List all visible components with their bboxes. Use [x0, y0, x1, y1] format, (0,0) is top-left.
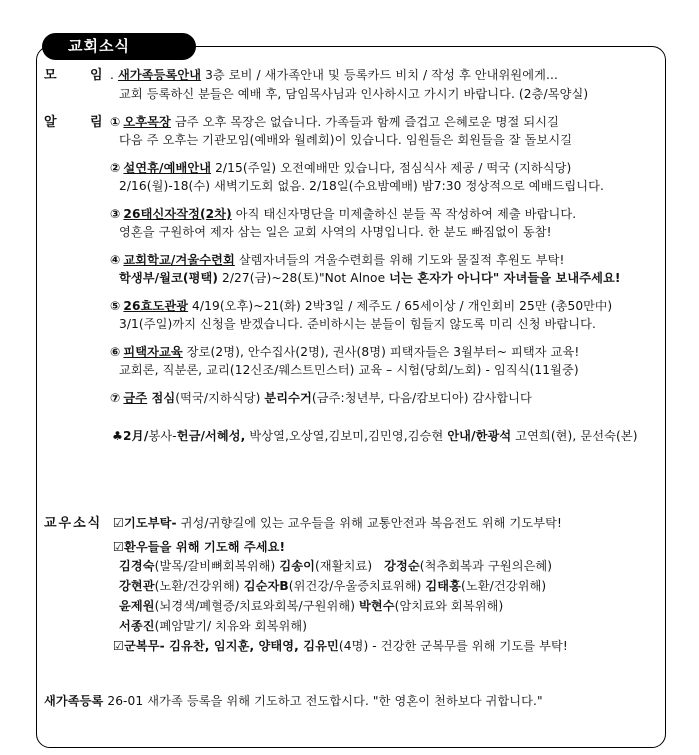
- person-note: (뇌경색/폐혈증/치료와회복/구원위해): [154, 599, 360, 613]
- notice-item-5-line-2: 3/1(주일)까지 신청을 받겠습니다. 준비하시는 분들이 힘들지 않도록 미리 신청 바랍니다.: [119, 317, 597, 331]
- duty-month: 2月/: [123, 429, 149, 443]
- gathering-label-b: 임: [90, 68, 103, 83]
- person-name: 박현수: [359, 599, 395, 613]
- notice-item-3: [110, 206, 576, 223]
- bold-text: 너는 혼자가 아니다" 자녀들을 보내주세요!: [389, 271, 621, 285]
- notice-item-5: [110, 298, 612, 315]
- item-number: ②: [110, 161, 121, 175]
- duty-text: 봉사-: [148, 429, 177, 443]
- item-title: 26효도관광: [123, 299, 189, 313]
- person-note: (노환/건강위해): [154, 579, 244, 593]
- bold-text: 점심: [147, 391, 176, 405]
- person-note: (척추회복과 구원의은혜): [419, 559, 553, 573]
- person-note: (암치료와 회복위해): [394, 599, 504, 613]
- person-name: 김태홍: [425, 579, 462, 593]
- members-label: 교우소식: [44, 516, 103, 531]
- newfamily-label: 새가족등록: [44, 694, 104, 708]
- notice-item-2: [110, 160, 571, 177]
- person-name: 김경숙: [119, 559, 155, 573]
- person-note: (재활치료): [315, 559, 385, 573]
- item-text: 살렘자녀들의 겨울수련회를 위해 기도와 물질적 후원도 부탁!: [234, 253, 565, 267]
- sick-title: [113, 539, 285, 556]
- section-title-tab: 교회소식: [42, 33, 196, 60]
- item-number: ⑦: [110, 391, 121, 405]
- item-title: 피택자교육: [123, 345, 183, 359]
- item-number: ③: [110, 207, 121, 221]
- sick-title-text: 환우들을 위해 기도해 주세요!: [124, 540, 286, 554]
- duty-offering: 헌금/서혜성,: [176, 429, 246, 443]
- gathering-line-2: 교회 등록하신 분들은 예배 후, 담임목사님과 인사하시고 가시기 바랍니다. (2층/목양실): [119, 87, 589, 101]
- person-name: 강정순: [384, 559, 420, 573]
- duty-text: 고연희(현), 문선숙(본): [511, 429, 638, 443]
- item-text: 2/15(주일) 오전예배만 있습니다, 점심식사 제공 / 떡국 (지하식당): [211, 161, 572, 175]
- item-title: 교회학교/겨울수련회: [123, 253, 235, 267]
- duty-line: [112, 428, 638, 445]
- notice-item-1: [110, 114, 559, 131]
- military-title: 군복무- 김유찬, 임지훈, 양태영, 김유민: [124, 639, 339, 653]
- person-note: (노환/건강위해): [461, 579, 547, 593]
- person-name: 김순자B: [243, 579, 289, 593]
- military-text: (4명) - 건강한 군복무를 위해 기도를 부탁!: [338, 639, 568, 653]
- item-text: 4/19(오후)~21(화) 2박3일 / 제주도 / 65세이상 / 개인회비 25만 (총50만中): [188, 299, 613, 313]
- notice-label-a: 알: [44, 115, 57, 130]
- duty-guide: 안내/한광석: [447, 429, 512, 443]
- checkbox-icon: ☑: [113, 540, 125, 554]
- checkbox-icon: ☑: [113, 516, 125, 530]
- prayer-title: 기도부탁-: [124, 516, 177, 530]
- sick-row-4: [119, 618, 307, 635]
- item-text: (금주:청년부, 다음/캄보디아) 감사합니다: [311, 391, 532, 405]
- club-icon: ♣: [112, 429, 124, 443]
- notice-item-3-line-2: 영혼을 구원하여 제자 삼는 일은 교회 사역의 사명입니다. 한 분도 빠짐없이 동참!: [119, 225, 552, 239]
- gathering-text-1: 3층 로비 / 새가족안내 및 등록카드 비치 / 작성 후 안내위원에게...: [201, 68, 558, 82]
- item-title: 26태신자작정(2차): [123, 207, 232, 221]
- notice-item-4-line-2: [119, 270, 620, 287]
- person-name: 서종진: [119, 619, 155, 633]
- item-text: 장로(2명), 안수집사(2명), 권사(8명) 피택자들은 3월부터~ 피택자 교육!: [182, 345, 580, 359]
- item-number: ④: [110, 253, 121, 267]
- checkbox-icon: ☑: [113, 639, 125, 653]
- bold-text: 학생부/월코(평택): [119, 271, 219, 285]
- newfamily-line: [44, 693, 543, 710]
- military-line: [113, 638, 568, 655]
- item-text: 2/27(금)~28(토)"Not Alnoe: [218, 271, 390, 285]
- prayer-request: [113, 515, 562, 532]
- notice-label-b: 림: [90, 115, 103, 130]
- person-note: (발목/갈비뼈회복위해): [154, 559, 280, 573]
- dot: .: [110, 68, 114, 82]
- person-name: 윤제원: [119, 599, 155, 613]
- item-number: ⑥: [110, 345, 121, 359]
- duty-names: 박상열,오상열,김보미,김민영,김승현: [245, 429, 448, 443]
- person-note: (폐암말기/ 치유와 회복위해): [154, 619, 308, 633]
- gathering-line-1: [110, 67, 558, 84]
- item-title: 설연휴/예배안내: [123, 161, 212, 175]
- gathering-label-a: 모: [44, 68, 57, 83]
- notice-item-6: [110, 344, 579, 361]
- item-text: (떡국/지하식당): [175, 391, 265, 405]
- notice-item-7: [110, 390, 532, 407]
- gathering-title: 새가족등록안내: [117, 68, 202, 82]
- sick-row-3: [119, 598, 503, 615]
- sick-row-2: [119, 578, 546, 595]
- person-note: (위건강/우울증치료위해): [288, 579, 426, 593]
- sick-row-1: [119, 558, 552, 575]
- item-number: ⑤: [110, 299, 121, 313]
- notice-item-1-line-2: 다음 주 오후는 기관모임(예배와 월례회)이 있습니다. 임원들은 회원들을 잘 돌보시길: [119, 133, 573, 147]
- notice-item-4: [110, 252, 564, 269]
- person-name: 김송이: [279, 559, 315, 573]
- item-title: 오후목장: [123, 115, 171, 129]
- bold-text: 분리수거: [264, 391, 312, 405]
- prayer-text: 귀성/귀향길에 있는 교우들을 위해 교통안전과 복음전도 위해 기도부탁!: [176, 516, 562, 530]
- person-name: 강현관: [119, 579, 155, 593]
- item-number: ①: [110, 115, 121, 129]
- notice-item-2-line-2: 2/16(월)-18(수) 새벽기도회 없음. 2/18일(수요밤예배) 밤7:30 정상적으로 예배드립니다.: [119, 179, 605, 193]
- item-text: 아직 태신자명단을 미제출하신 분들 꼭 작성하여 제출 바랍니다.: [231, 207, 577, 221]
- item-text: 금주 오후 목장은 없습니다. 가족들과 함께 즐겁고 은혜로운 명절 되시길: [170, 115, 559, 129]
- notice-item-6-line-2: 교회론, 직분론, 교리(12신조/웨스트민스터) 교육 – 시험(당회/노회) - 임직식(11월중): [119, 363, 579, 377]
- item-title: 금주: [123, 391, 148, 405]
- newfamily-text: 26-01 새가족 등록을 위해 기도하고 전도합시다. "한 영혼이 천하보다 귀합니다.": [103, 694, 543, 708]
